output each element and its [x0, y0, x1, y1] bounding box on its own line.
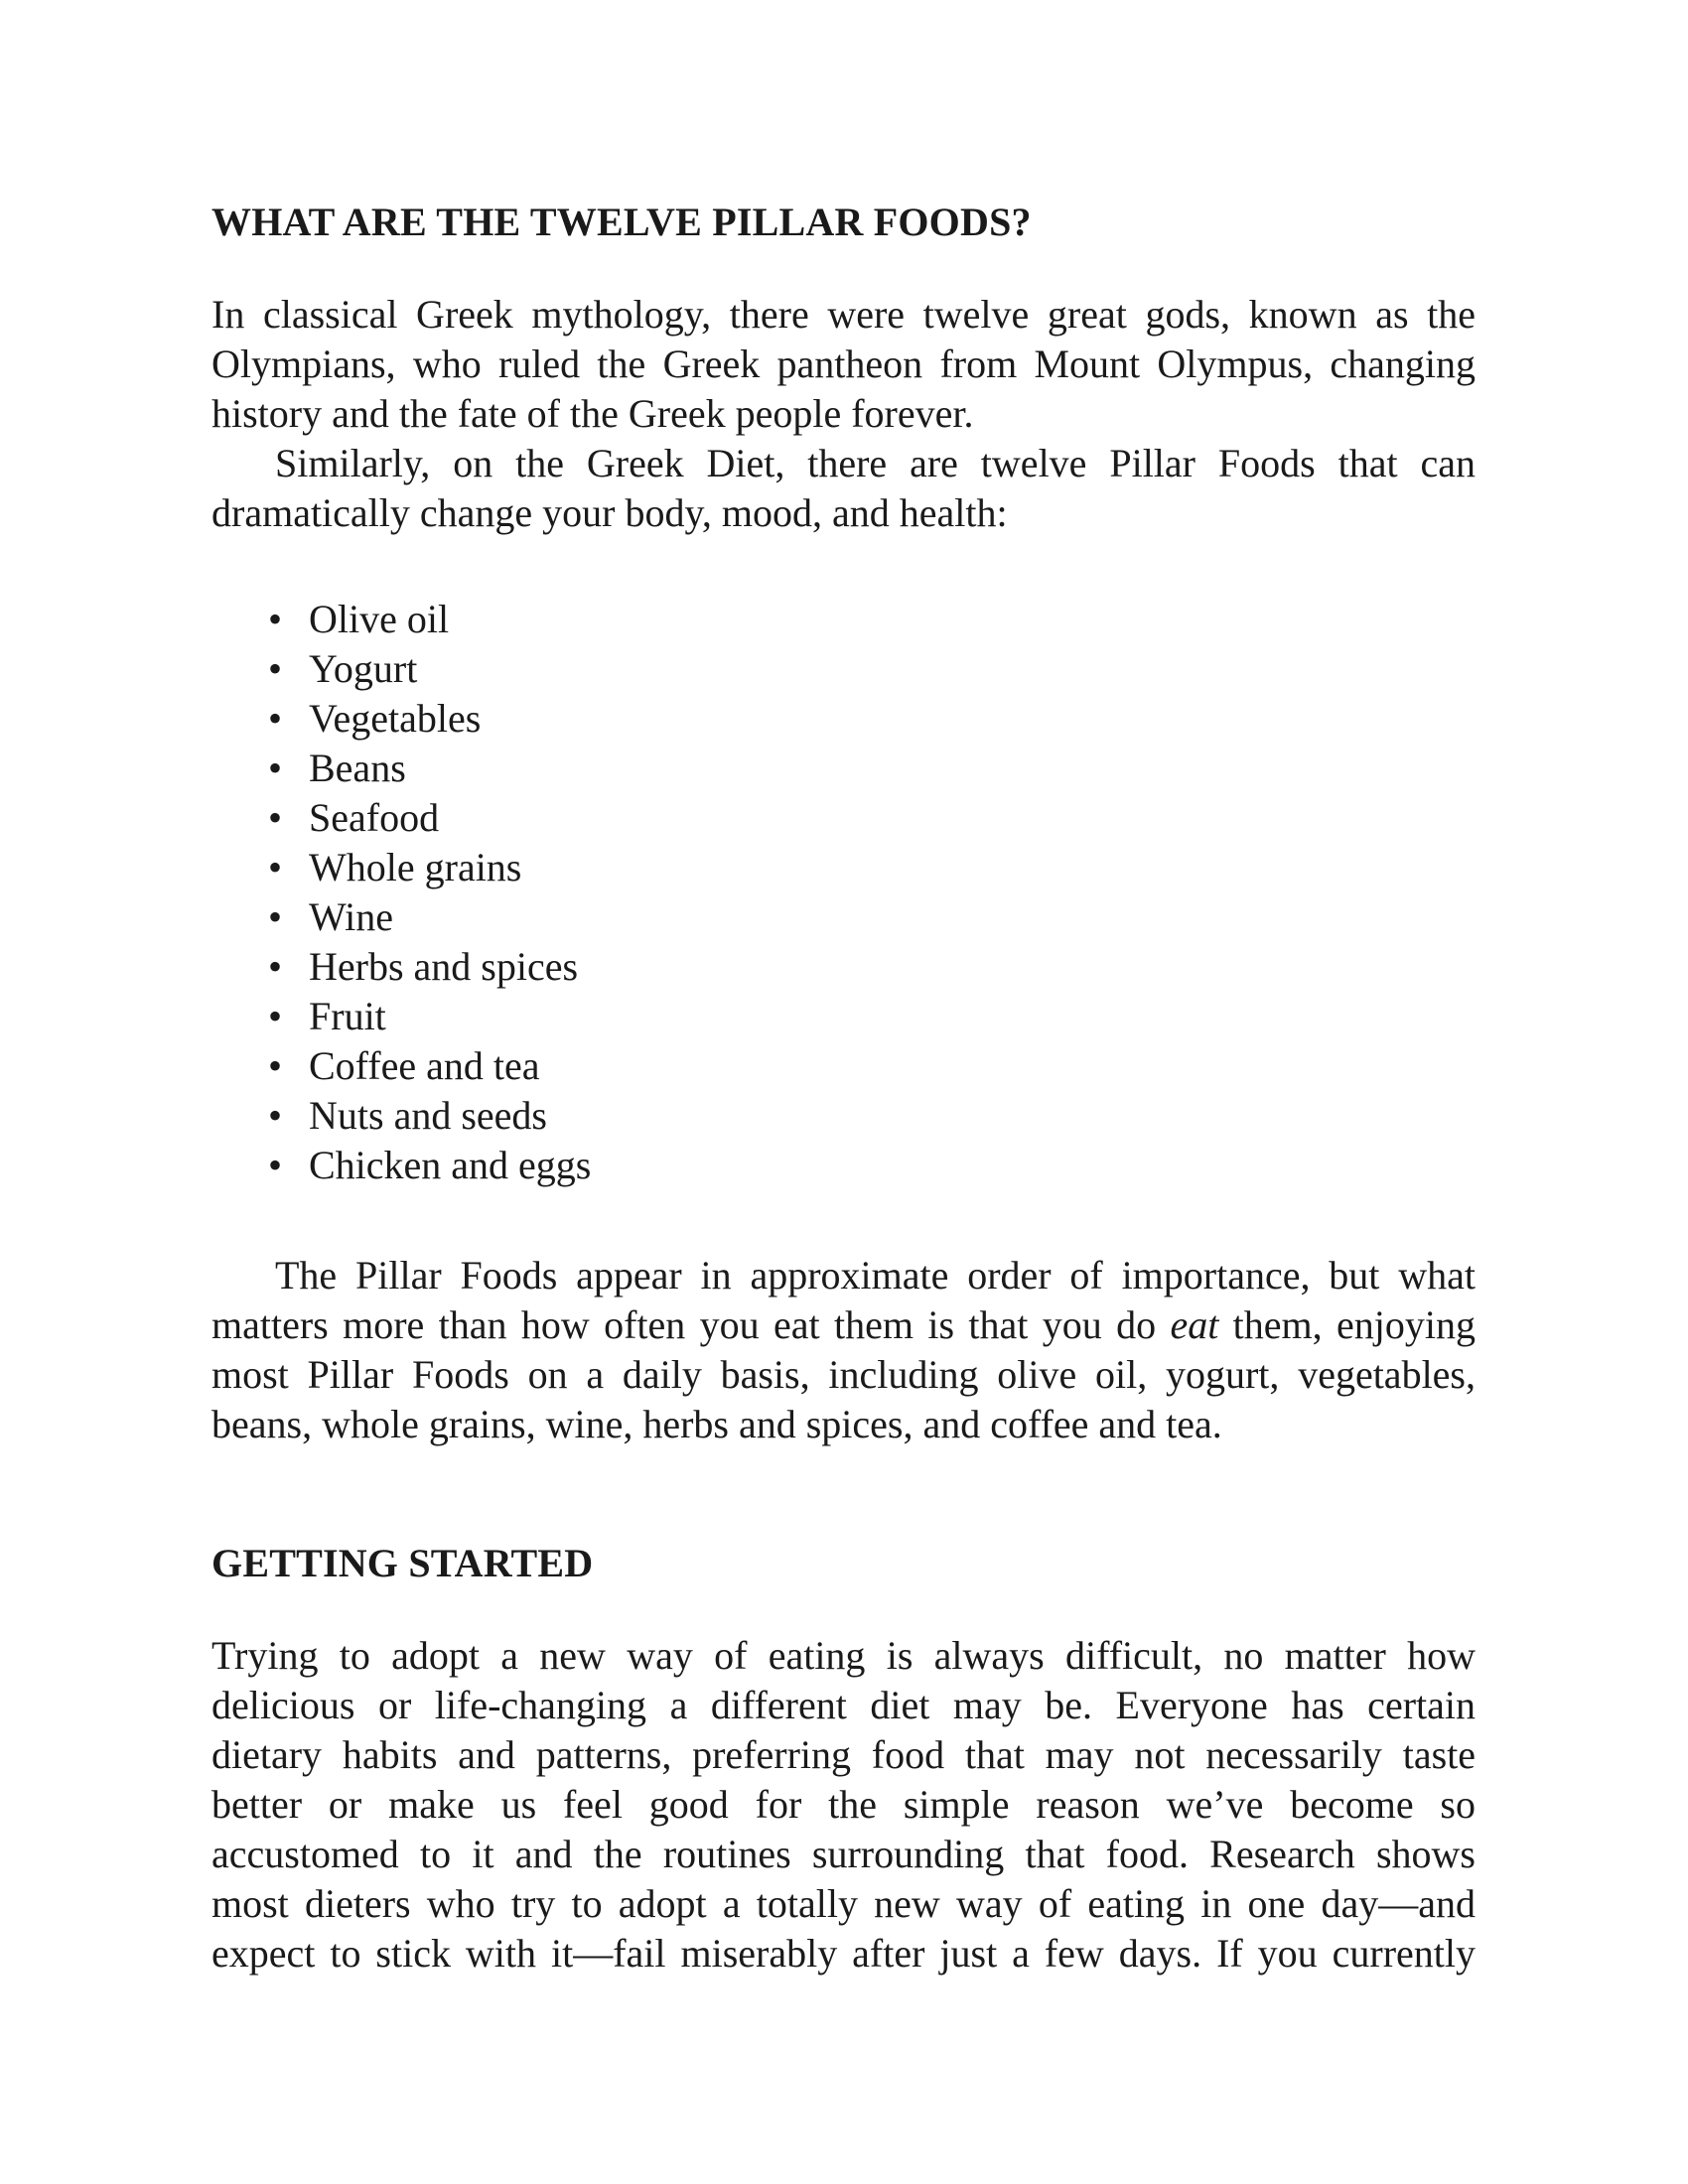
importance-line: most Pillar Foods on a daily basis, including olive oil, yogurt, vegetables, [211, 1352, 1476, 1397]
intro-line: In classical Greek mythology, there were twelve great gods, known as the [211, 292, 1476, 337]
body-line: accustomed to it and the routines surrounding that food. Research shows [211, 1832, 1476, 1876]
list-item-label: Yogurt [309, 646, 418, 691]
bullet-icon [268, 595, 309, 644]
bullet-icon [268, 744, 309, 793]
list-item-label: Chicken and eggs [309, 1143, 592, 1187]
bullet-icon [268, 892, 309, 942]
body-line: most dieters who try to adopt a totally new way of eating in one day—and [211, 1881, 1476, 1926]
body-line: better or make us feel good for the simple reason we’ve become so [211, 1782, 1476, 1827]
list-item-label: Whole grains [309, 845, 522, 889]
body-line: delicious or life-changing a different diet may be. Everyone has certain [211, 1683, 1476, 1727]
list-item [268, 1091, 591, 1141]
importance-line [211, 1300, 1476, 1350]
importance-line: The Pillar Foods appear in approximate order of importance, but what [275, 1253, 1476, 1297]
list-item [268, 1041, 591, 1091]
list-item-label: Nuts and seeds [309, 1093, 547, 1138]
getting-started-paragraph [211, 1631, 1476, 1979]
bullet-icon [268, 843, 309, 892]
bullet-icon [268, 1141, 309, 1190]
body-line: dietary habits and patterns, preferring food that may not necessarily taste [211, 1732, 1476, 1777]
similarly-line: dramatically change your body, mood, and health: [211, 490, 1008, 535]
importance-text: matters more than how often you eat them is that you do [211, 1302, 1171, 1347]
intro-paragraph [211, 290, 1476, 439]
importance-paragraph [211, 1251, 1476, 1449]
list-item [268, 1141, 591, 1190]
body-line: Trying to adopt a new way of eating is always difficult, no matter how [211, 1633, 1476, 1678]
intro-line: history and the fate of the Greek people forever. [211, 391, 974, 436]
bullet-icon [268, 1091, 309, 1141]
bullet-icon [268, 992, 309, 1041]
list-item-label: Beans [309, 746, 406, 790]
intro-line: Olympians, who ruled the Greek pantheon from Mount Olympus, changing [211, 341, 1476, 386]
section-heading-getting-started: GETTING STARTED [211, 1541, 594, 1585]
list-item [268, 644, 591, 694]
list-item [268, 942, 591, 992]
section-heading-pillar-foods: WHAT ARE THE TWELVE PILLAR FOODS? [211, 200, 1032, 244]
list-item [268, 793, 591, 843]
similarly-paragraph [211, 439, 1476, 538]
list-item [268, 892, 591, 942]
list-item [268, 694, 591, 744]
bullet-icon [268, 1041, 309, 1091]
emphasis-text: eat [1170, 1302, 1219, 1347]
list-item-label: Olive oil [309, 597, 450, 641]
list-item-label: Wine [309, 894, 394, 939]
pillar-foods-list [268, 595, 591, 1190]
bullet-icon [268, 694, 309, 744]
body-line: expect to stick with it—fail miserably after just a few days. If you currently [211, 1931, 1476, 1976]
similarly-line: Similarly, on the Greek Diet, there are twelve Pillar Foods that can [275, 441, 1476, 485]
importance-line: beans, whole grains, wine, herbs and spices, and coffee and tea. [211, 1402, 1222, 1446]
list-item-label: Coffee and tea [309, 1043, 540, 1088]
list-item [268, 992, 591, 1041]
importance-text: them, enjoying [1218, 1302, 1476, 1347]
list-item [268, 595, 591, 644]
bullet-icon [268, 644, 309, 694]
bullet-icon [268, 942, 309, 992]
bullet-icon [268, 793, 309, 843]
list-item [268, 843, 591, 892]
list-item-label: Herbs and spices [309, 944, 579, 989]
list-item-label: Fruit [309, 994, 386, 1038]
list-item-label: Seafood [309, 795, 440, 840]
list-item-label: Vegetables [309, 696, 482, 741]
list-item [268, 744, 591, 793]
